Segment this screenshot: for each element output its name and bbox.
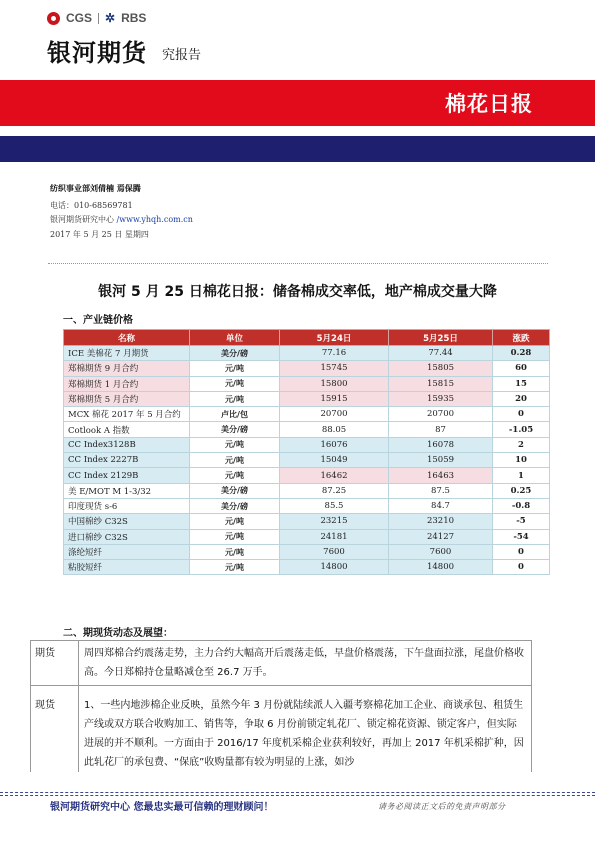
price-may24: 15800: [280, 376, 389, 391]
price-may24: 15915: [280, 391, 389, 406]
item-name: Cotlook A 指数: [64, 422, 190, 437]
price-may25: 20700: [389, 407, 493, 422]
table-row: [64, 437, 550, 452]
col-header-may25: 5月25日: [389, 330, 493, 346]
item-name: 郑棉期货 9 月合约: [64, 361, 190, 376]
spot-commentary: 1、一些内地涉棉企业反映，虽然今年 3 月份就陆续派人入疆考察棉花加工企业、商谈承包、租赁生产线或双方联合收购加工、销售等，争取 6 月份前锁定轧花厂、锁定棉花资源、锁定客户，但实际进展的并不顺利。一方面由于 2016/17 年度机采棉企业获利较好，再加上 2017 年机采棉扩种，因此轧花厂的承包费、“保底”收购量都有较为明显的上涨，如沙: [79, 686, 532, 776]
price-may25: 24127: [389, 529, 493, 544]
dotted-divider: [48, 263, 548, 264]
price-may25: 87.5: [389, 483, 493, 498]
company-name: 银河期货: [47, 39, 147, 67]
footer-divider: [0, 795, 595, 796]
price-may24: 87.25: [280, 483, 389, 498]
author-line: 纺织事业部刘倩楠 焉保腾: [50, 184, 141, 193]
price-may25: 84.7: [389, 498, 493, 513]
company-logo: [47, 11, 146, 25]
price-change: 1: [493, 468, 550, 483]
item-unit: 元/吨: [190, 437, 280, 452]
price-may25: 87: [389, 422, 493, 437]
price-may25: 15815: [389, 376, 493, 391]
item-name: 中国棉纱 C32S: [64, 514, 190, 529]
price-may24: 15745: [280, 361, 389, 376]
price-may25: 15805: [389, 361, 493, 376]
price-may24: 14800: [280, 560, 389, 575]
report-kind: 究报告: [162, 48, 202, 63]
price-may25: 16463: [389, 468, 493, 483]
cgs-logo-text: CGS: [66, 11, 93, 25]
price-change: 0: [493, 560, 550, 575]
item-unit: 元/吨: [190, 514, 280, 529]
row-label-futures: 期货: [31, 641, 79, 686]
dynamics-table: [30, 640, 532, 776]
price-change: 10: [493, 453, 550, 468]
table-row: [64, 560, 550, 575]
price-change: 0.25: [493, 483, 550, 498]
item-name: 粘胶短纤: [64, 560, 190, 575]
table-row: [64, 544, 550, 559]
footer-slogan: 银河期货研究中心 您最忠实最可信赖的理财顾问！: [50, 802, 274, 813]
item-unit: 元/吨: [190, 453, 280, 468]
price-may25: 7600: [389, 544, 493, 559]
table-row: [64, 346, 550, 361]
price-change: 2: [493, 437, 550, 452]
cgs-logo-icon: [47, 12, 60, 25]
price-may24: 7600: [280, 544, 389, 559]
item-name: 涤纶短纤: [64, 544, 190, 559]
website-link[interactable]: /www.yhqh.com.cn: [116, 215, 193, 224]
item-unit: 元/吨: [190, 529, 280, 544]
col-header-name: 名称: [64, 330, 190, 346]
table-row: [64, 483, 550, 498]
table-row: [31, 641, 532, 686]
report-title: 棉花日报: [445, 92, 533, 116]
item-name: 郑棉期货 5 月合约: [64, 391, 190, 406]
report-date: 2017 年 5 月 25 日 星期四: [50, 230, 149, 239]
item-name: CC Index 2227B: [64, 453, 190, 468]
item-name: MCX 棉花 2017 年 5 月合约: [64, 407, 190, 422]
table-row: [64, 468, 550, 483]
item-unit: 元/吨: [190, 468, 280, 483]
phone: 电话：010-68569781: [50, 201, 133, 210]
item-unit: 美分/磅: [190, 422, 280, 437]
table-row: [64, 361, 550, 376]
price-may25: 16078: [389, 437, 493, 452]
main-title: 银河 5 月 25 日棉花日报：储备棉成交率低，地产棉成交量大降: [98, 284, 497, 300]
item-unit: 美分/磅: [190, 346, 280, 361]
price-change: 60: [493, 361, 550, 376]
footer-divider: [0, 792, 595, 793]
price-may25: 15935: [389, 391, 493, 406]
price-may24: 77.16: [280, 346, 389, 361]
rbs-star-icon: ✲: [105, 11, 116, 25]
table-row: [64, 376, 550, 391]
blue-band: [0, 136, 595, 162]
price-change: 0: [493, 407, 550, 422]
item-name: 印度现货 s-6: [64, 498, 190, 513]
item-unit: 元/吨: [190, 376, 280, 391]
price-change: -0.8: [493, 498, 550, 513]
price-change: 0.28: [493, 346, 550, 361]
section-heading-prices: 一、产业链价格: [63, 315, 133, 326]
price-may24: 24181: [280, 529, 389, 544]
col-header-may24: 5月24日: [280, 330, 389, 346]
rbs-logo-text: RBS: [121, 11, 147, 25]
item-unit: 元/吨: [190, 361, 280, 376]
table-header-row: [64, 330, 550, 346]
price-change: -1.05: [493, 422, 550, 437]
item-name: CC Index3128B: [64, 437, 190, 452]
item-unit: 元/吨: [190, 391, 280, 406]
table-row: [64, 422, 550, 437]
col-header-unit: 单位: [190, 330, 280, 346]
price-change: -54: [493, 529, 550, 544]
price-may25: 14800: [389, 560, 493, 575]
price-may24: 15049: [280, 453, 389, 468]
price-may24: 20700: [280, 407, 389, 422]
price-change: 15: [493, 376, 550, 391]
price-change: 0: [493, 544, 550, 559]
futures-commentary: 周四郑棉合约震荡走势，主力合约大幅高开后震荡走低，早盘价格震荡，下午盘面拉涨，尾盘价格收高。今日郑棉持仓量略减仓至 26.7 万手。: [79, 641, 532, 686]
price-change: 20: [493, 391, 550, 406]
price-may24: 16462: [280, 468, 389, 483]
price-may24: 88.05: [280, 422, 389, 437]
price-may25: 15059: [389, 453, 493, 468]
table-row: [64, 391, 550, 406]
price-change: -5: [493, 514, 550, 529]
price-may24: 23215: [280, 514, 389, 529]
price-table: [63, 329, 550, 575]
price-may25: 23210: [389, 514, 493, 529]
band-spacer: [0, 126, 595, 136]
item-name: ICE 美棉花 7 月期货: [64, 346, 190, 361]
col-header-change: 涨跌: [493, 330, 550, 346]
footer-disclaimer: 请务必阅读正文后的免责声明部分: [378, 802, 506, 811]
item-name: 进口棉纱 C32S: [64, 529, 190, 544]
item-unit: 元/吨: [190, 560, 280, 575]
item-unit: 美分/磅: [190, 483, 280, 498]
research-center: [50, 214, 193, 226]
table-row: [64, 514, 550, 529]
section-heading-dynamics: 二、期现货动态及展望：: [63, 628, 173, 639]
table-row: [64, 453, 550, 468]
row-label-spot: 现货: [31, 686, 79, 776]
price-may24: 16076: [280, 437, 389, 452]
price-may24: 85.5: [280, 498, 389, 513]
center-name: 银河期货研究中心: [50, 215, 114, 224]
item-name: 美 E/MOT M 1-3/32: [64, 483, 190, 498]
item-unit: 美分/磅: [190, 498, 280, 513]
logo-divider: [98, 13, 99, 24]
table-row: [64, 407, 550, 422]
item-name: 郑棉期货 1 月合约: [64, 376, 190, 391]
table-row: [64, 529, 550, 544]
table-row: [31, 686, 532, 776]
item-unit: 元/吨: [190, 544, 280, 559]
item-unit: 卢比/包: [190, 407, 280, 422]
price-may25: 77.44: [389, 346, 493, 361]
item-name: CC Index 2129B: [64, 468, 190, 483]
table-row: [64, 498, 550, 513]
